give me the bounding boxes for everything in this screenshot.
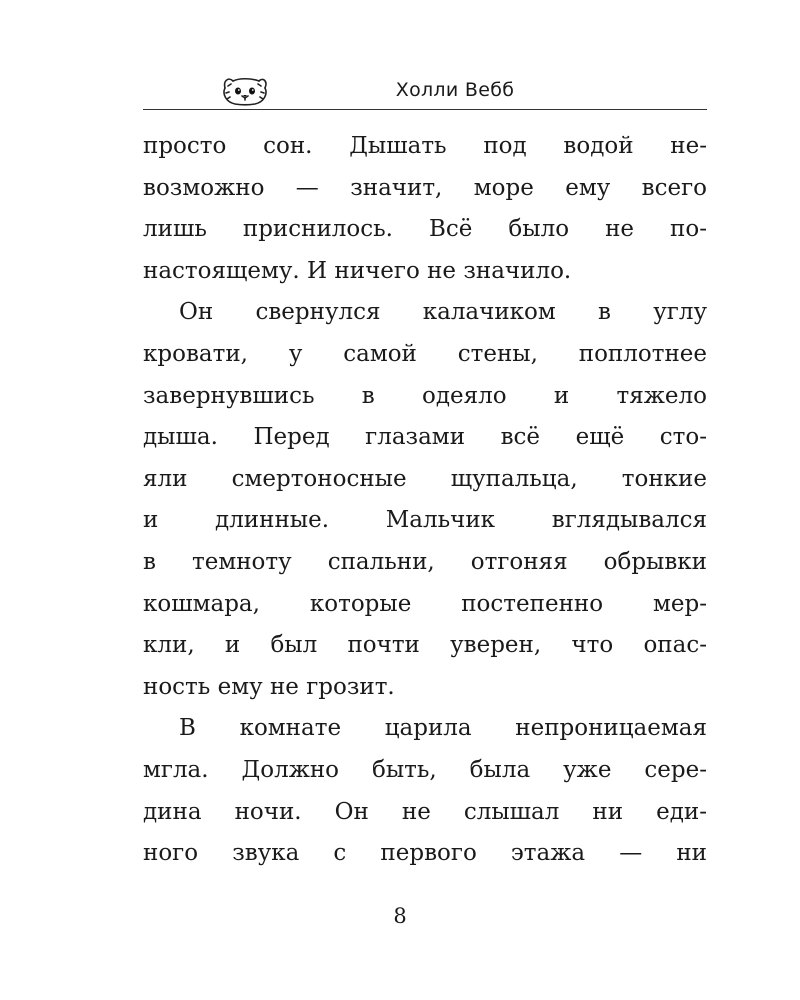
header-rule [143,109,707,110]
text-line: Он свернулся калачиком в углу [179,299,707,326]
text-line: ного звука с первого этажа — ни [143,840,707,867]
body-text [143,126,707,875]
text-line: просто сон. Дышать под водой не- [143,133,707,159]
text-line: ность ему не грозит. [143,673,395,700]
running-head-author: Холли Вебб [395,79,515,101]
text-line: в темноту спальни, отгоняя обрывки [143,548,707,575]
running-head [143,66,707,110]
text-line: кровати, у самой стены, поплотнее [143,340,707,367]
text-line: дыша. Перед глазами всё ещё сто- [143,424,707,451]
text-line: лишь приснилось. Всё было не по- [143,216,707,243]
text-line: В комнате царила непроницаемая [179,715,707,742]
page-number: 8 [393,904,407,928]
text-line: возможно — значит, море ему всего [143,174,707,201]
text-line: мгла. Должно быть, была уже сере- [143,756,707,783]
text-line: яли смертоносные щупальца, тонкие [143,465,707,492]
text-line: и длинные. Мальчик вглядывался [143,507,707,534]
text-line: завернувшись в одеяло и тяжело [143,382,707,409]
text-line: кли, и был почти уверен, что опас- [143,632,707,659]
text-line: кошмара, которые постепенно мер- [143,590,707,617]
text-line: дина ночи. Он не слышал ни еди- [143,798,707,825]
text-line: настоящему. И ничего не значило. [143,257,572,284]
